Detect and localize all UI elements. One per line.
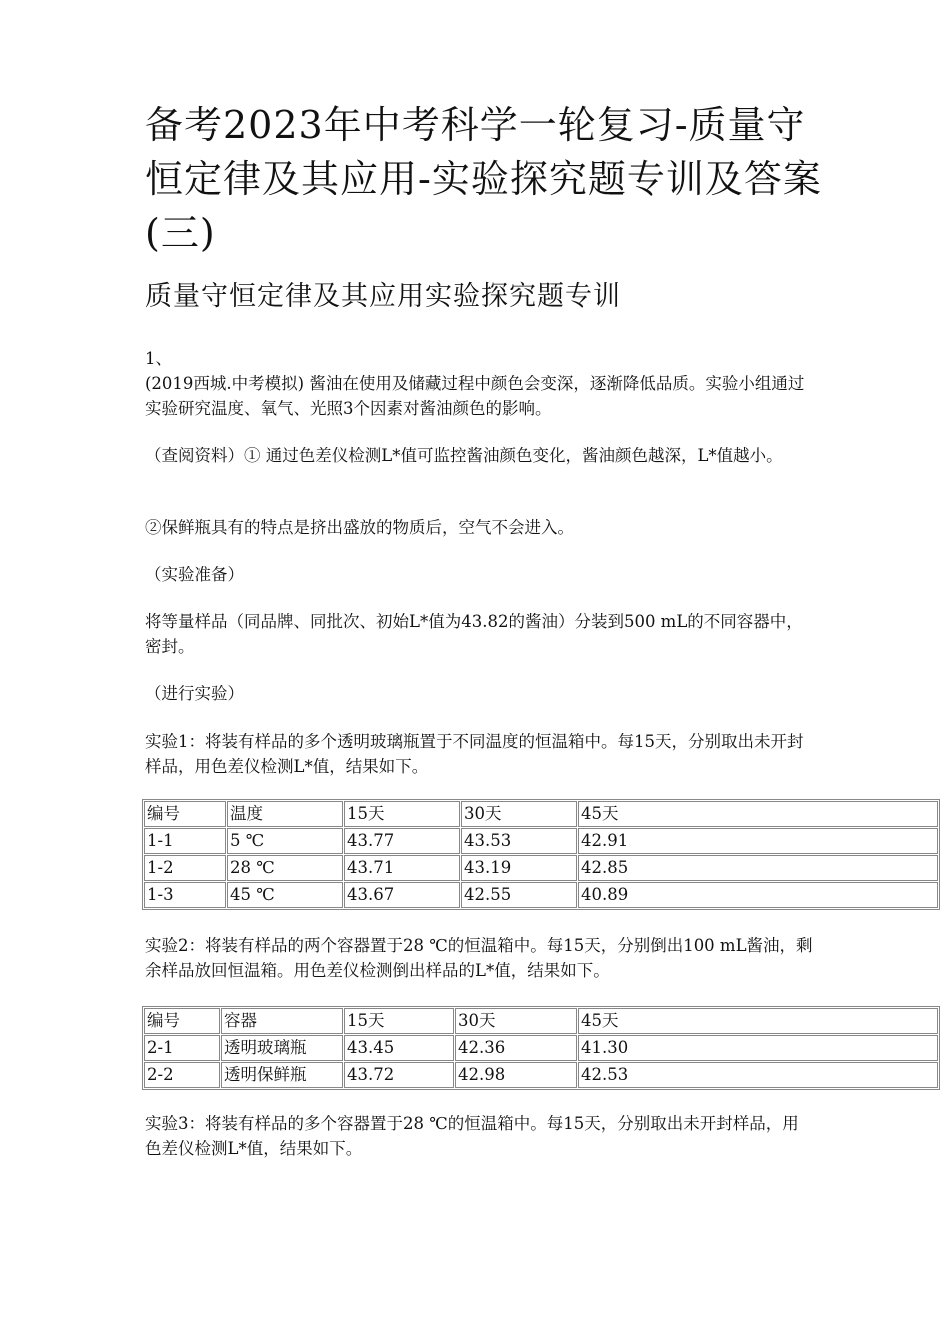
header-cell: 编号 xyxy=(144,801,226,827)
table-cell: 43.67 xyxy=(344,882,460,908)
table-cell: 1-1 xyxy=(144,828,226,854)
table-cell: 2-1 xyxy=(144,1035,220,1061)
question-number: 1、 xyxy=(145,349,172,368)
table-cell: 43.45 xyxy=(344,1035,454,1061)
header-cell: 编号 xyxy=(144,1008,220,1034)
table-experiment-1 xyxy=(142,799,940,910)
table-row xyxy=(144,1035,938,1061)
prep-text: 将等量样品（同品牌、同批次、初始L*值为43.82的酱油）分装到500 mL的不同容器中，密封。 xyxy=(145,612,803,656)
table-cell: 2-2 xyxy=(144,1062,220,1088)
table-experiment-2 xyxy=(142,1006,940,1090)
header-cell: 45天 xyxy=(578,801,938,827)
header-cell: 15天 xyxy=(344,1008,454,1034)
header-cell: 30天 xyxy=(461,801,577,827)
table-cell: 45 ℃ xyxy=(227,882,343,908)
table-cell: 1-3 xyxy=(144,882,226,908)
table-cell: 43.77 xyxy=(344,828,460,854)
reference-info-1: （查阅资料）① 通过色差仪检测L*值可监控酱油颜色变化，酱油颜色越深，L*值越小。 xyxy=(145,446,783,465)
table-cell: 28 ℃ xyxy=(227,855,343,881)
experiment-1-text: 实验1：将装有样品的多个透明玻璃瓶置于不同温度的恒温箱中。每15天，分别取出未开封样品，用色差仪检测L*值，结果如下。 xyxy=(145,732,804,776)
experiment-2-text: 实验2：将装有样品的两个容器置于28 ℃的恒温箱中。每15天，分别倒出100 mL酱油，剩余样品放回恒温箱。用色差仪检测倒出样品的L*值，结果如下。 xyxy=(145,936,813,980)
table-cell: 41.30 xyxy=(578,1035,938,1061)
table-header-row xyxy=(144,801,938,827)
table-cell: 43.71 xyxy=(344,855,460,881)
table-cell: 42.55 xyxy=(461,882,577,908)
table-cell: 43.72 xyxy=(344,1062,454,1088)
reference-info-2: ②保鲜瓶具有的特点是挤出盛放的物质后，空气不会进入。 xyxy=(145,518,574,537)
table-cell: 透明保鲜瓶 xyxy=(221,1062,343,1088)
table-cell: 42.98 xyxy=(455,1062,577,1088)
header-cell: 容器 xyxy=(221,1008,343,1034)
table-row xyxy=(144,855,938,881)
table-cell: 42.53 xyxy=(578,1062,938,1088)
table-row xyxy=(144,1062,938,1088)
header-cell: 45天 xyxy=(578,1008,938,1034)
table-row xyxy=(144,828,938,854)
table-cell: 43.53 xyxy=(461,828,577,854)
header-cell: 15天 xyxy=(344,801,460,827)
table-cell: 43.19 xyxy=(461,855,577,881)
experiment-heading: （进行实验） xyxy=(145,684,244,703)
table-cell: 5 ℃ xyxy=(227,828,343,854)
table-cell: 42.91 xyxy=(578,828,938,854)
table-cell: 1-2 xyxy=(144,855,226,881)
experiment-3-text: 实验3：将装有样品的多个容器置于28 ℃的恒温箱中。每15天，分别取出未开封样品，用色差仪检测L*值，结果如下。 xyxy=(145,1114,799,1158)
table-cell: 40.89 xyxy=(578,882,938,908)
header-cell: 30天 xyxy=(455,1008,577,1034)
table-cell: 42.36 xyxy=(455,1035,577,1061)
table-header-row xyxy=(144,1008,938,1034)
prep-heading: （实验准备） xyxy=(145,565,244,584)
table-cell: 透明玻璃瓶 xyxy=(221,1035,343,1061)
section-subtitle: 质量守恒定律及其应用实验探究题专训 xyxy=(145,281,621,312)
document-title: 备考2023年中考科学一轮复习-质量守恒定律及其应用-实验探究题专训及答案(三) xyxy=(145,103,822,255)
table-cell: 42.85 xyxy=(578,855,938,881)
table-row xyxy=(144,882,938,908)
header-cell: 温度 xyxy=(227,801,343,827)
question-intro: (2019西城.中考模拟) 酱油在使用及储藏过程中颜色会变深，逐渐降低品质。实验小组通过实验研究温度、氧气、光照3个因素对酱油颜色的影响。 xyxy=(145,374,805,418)
